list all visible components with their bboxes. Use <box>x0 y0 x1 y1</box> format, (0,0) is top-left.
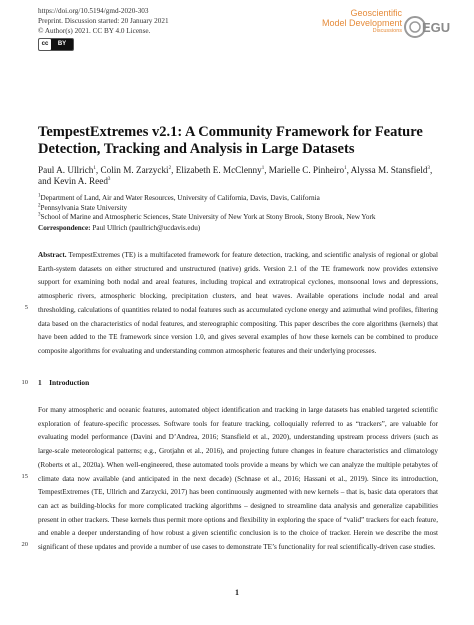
line-number: 10 <box>21 379 28 386</box>
correspondence-label: Correspondence: <box>38 224 91 232</box>
introduction-text: For many atmospheric and oceanic features, automated object identification and tracking in large datasets has enabled targeted scientific exploration of feature-specific processes. Software tools for feature tracking, colloquially referred to as “trackers”, are valuable for evaluating model performance (Davini and D’Andrea, 2016; Stansfield et al., 2020), understanding upstream process drivers (such as large-scale meteorological patterns; e.g., Grotjahn et al., 2016), and projecting future changes in feature characteristics and climatology (Roberts et al., 2020a). When well-engineered, these automated tools provide a means by which we can analyze the multiple petabytes of climate data now available (and anticipated in the next decade) (Schnase et al., 2016; Hassani et al., 2019). Since its introduction, TempestExtremes (TE, Ullrich and Zarzycki, 2017) has been continuously augmented with new kernels – that is, basic data operators that can act as building-blocks for more complicated tracking algorithms – designed to streamline data analysis and generalize capabilities present in other trackers. These kernels thus permit more options and flexibility in exploring the space of “valid” trackers for each feature, and enable a deeper understanding of how robust a given scientific conclusion is to the choice of tracker. Herein we describe the most significant of these updates and provide a number of use cases to demonstrate TE’s functionality for real scientifically-driven case studies. <box>38 406 438 552</box>
author: Paul A. Ullrich <box>38 165 94 175</box>
line-number: 15 <box>21 473 28 480</box>
copyright-notice: © Author(s) 2021. CC BY 4.0 License. <box>38 27 151 35</box>
journal-line1: Geoscientific <box>350 8 402 18</box>
journal-line2: Model Development <box>321 18 402 28</box>
page-number: 1 <box>235 588 239 597</box>
section-title: Introduction <box>49 378 90 387</box>
line-number: 5 <box>24 304 28 311</box>
cc-license-badge[interactable] <box>38 38 74 51</box>
author: Elizabeth E. McClenny <box>175 165 262 175</box>
line-number: 20 <box>21 541 28 548</box>
cc-icon: cc <box>39 39 51 50</box>
preprint-notice: Preprint. Discussion started: 20 January 2021 <box>38 17 169 25</box>
egu-logo-text: EGU <box>422 20 451 35</box>
journal-line3: Discussions <box>372 28 402 34</box>
author: Alyssa M. Stansfield <box>350 165 428 175</box>
correspondence-text[interactable]: Paul Ullrich (paullrich@ucdavis.edu) <box>92 224 201 232</box>
author-list: Paul A. Ullrich$^1$, Colin M. Zarzycki$^2$, Elizabeth E. McClenny$^1$, Marielle C. Pinheiro$^1$, Alyssa M. Stansfield$^3$, and Kevin A. Reed$^3$ <box>38 165 433 186</box>
doi-link[interactable]: https://doi.org/10.5194/gmd-2020-303 <box>38 7 149 15</box>
section-number: 1 <box>38 378 42 387</box>
journal-name <box>322 8 402 35</box>
affiliations: $^1$Department of Land, Air and Water Resources, University of California, Davis, Davis, California $^2$Pennsylvania State University $^3$School of Marine and Atmospheric Sciences, State University of New York at Stony Brook, Stony Brook, New York <box>38 193 376 222</box>
by-icon: BY <box>57 41 67 47</box>
author: Marielle C. Pinheiro <box>268 165 345 175</box>
paper-title: TempestExtremes v2.1: A Community Framework for Feature Detection, Tracking and Analysis in Large Datasets <box>38 124 423 157</box>
affiliation: School of Marine and Atmospheric Sciences, State University of New York at Stony Brook, Stony Brook, New York <box>40 213 376 222</box>
correspondence <box>38 224 438 233</box>
abstract-text: TempestExtremes (TE) is a multifaceted framework for feature detection, tracking, and scientific analysis of regional or global Earth-system datasets on either structured and unstructured (native) grids. Version 2.1 of the TE framework now provides extensive support for examining both nodal and areal features, including tropical and extratropical cyclones, monsoonal lows and depressions, atmospheric rivers, atmospheric blocking, precipitation clusters, and heat waves. Available operations include nodal and areal thresholding, calculations of quantities related to nodal features such as accumulated cyclone energy and azimuthal wind profiles, filtering data based on the characteristics of nodal features, and stereographic compositing. This paper describes the core algorithms (kernels) that have been added to the TE framework since version 1.0, and gives several examples of how these kernels can be combined to produce composite algorithms for evaluating and understanding common atmospheric features and their underlying processes. <box>38 251 438 355</box>
affiliation: Pennsylvania State University <box>40 203 128 212</box>
author: Kevin A. Reed <box>53 176 108 186</box>
section-heading <box>38 378 89 387</box>
abstract <box>38 249 438 359</box>
egu-logo-icon <box>404 12 451 42</box>
author: Colin M. Zarzycki <box>100 165 169 175</box>
affiliation: Department of Land, Air and Water Resources, University of California, Davis, Davis, California <box>40 194 320 202</box>
abstract-label: Abstract. <box>38 251 67 259</box>
